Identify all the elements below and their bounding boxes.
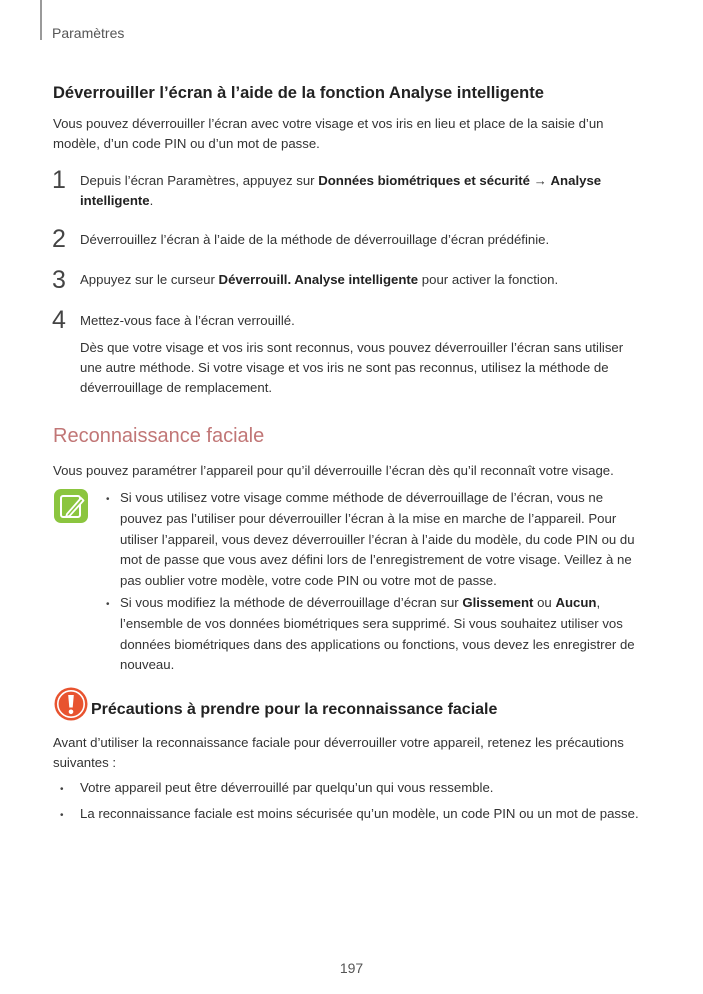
- note-text: Si vous modifiez la méthode de déverrouillage d’écran sur Glissement ou Aucun, l’ensemble de vos données biométriques sera supprimé. Si vous souhaitez utiliser vos données biométriques dans des applications ou fonctions, vous devez les enregistrer de nouveau.: [120, 595, 635, 673]
- section-title-reconnaissance-faciale: Reconnaissance faciale: [53, 425, 265, 447]
- section-heading-analyse-intelligente: Déverrouiller l’écran à l’aide de la fonction Analyse intelligente: [53, 84, 544, 102]
- header-title: Paramètres: [52, 25, 125, 41]
- bullet: •: [60, 810, 64, 821]
- note-text: Si vous utilisez votre visage comme méthode de déverrouillage de l’écran, vous ne pouvez pas l’utiliser pour déverrouiller l’écran à la mise en marche de l’appareil. Pour utiliser l’appareil, vous devez déverrouiller l’écran à l’aide du modèle, du code PIN ou du mot de passe que vous avez défini lors de l’enregistrement de votre visage. Veillez à ne pas oublier votre modèle, votre code PIN ou votre mot de passe.: [120, 490, 635, 589]
- step-text: Depuis l’écran Paramètres, appuyez sur Données biométriques et sécurité → Analyse intelligente.: [80, 173, 602, 208]
- step-text: Mettez-vous face à l’écran verrouillé.: [80, 313, 295, 328]
- step-number: 2: [52, 225, 66, 253]
- bullet: •: [106, 599, 110, 610]
- pencil-note-icon: [54, 489, 88, 523]
- step-detail: Dès que votre visage et vos iris sont reconnus, vous pouvez déverrouiller l’écran sans utiliser une autre méthode. Si votre visage et vos iris ne sont pas reconnus, utilisez la méthode de déverrouillage de remplacement.: [80, 340, 624, 395]
- section-heading-precautions: Précautions à prendre pour la reconnaissance faciale: [91, 701, 498, 718]
- precaution-item: La reconnaissance faciale est moins sécurisée qu’un modèle, un code PIN ou un mot de passe.: [80, 806, 639, 821]
- step-text: Appuyez sur le curseur Déverrouill. Analyse intelligente pour activer la fonction.: [80, 272, 559, 287]
- warning-icon: [53, 686, 89, 722]
- step-text: Déverrouillez l’écran à l’aide de la méthode de déverrouillage d’écran prédéfinie.: [80, 232, 550, 247]
- step-number: 3: [52, 266, 66, 294]
- header-rule: [40, 0, 42, 40]
- section-intro: Vous pouvez déverrouiller l’écran avec votre visage et vos iris en lieu et place de la saisie d’un modèle, d’un code PIN ou d’un mot de passe.: [53, 116, 604, 151]
- precaution-item: Votre appareil peut être déverrouillé par quelqu’un qui vous ressemble.: [80, 780, 494, 795]
- step-number: 4: [52, 306, 66, 334]
- bullet: •: [60, 784, 64, 795]
- section-intro: Avant d’utiliser la reconnaissance faciale pour déverrouiller votre appareil, retenez les précautions suivantes :: [53, 735, 624, 770]
- page-number: 197: [339, 960, 364, 976]
- section-intro: Vous pouvez paramétrer l’appareil pour qu’il déverrouille l’écran dès qu’il reconnaît votre visage.: [53, 463, 614, 478]
- step-number: 1: [52, 166, 66, 194]
- bullet: •: [106, 494, 110, 505]
